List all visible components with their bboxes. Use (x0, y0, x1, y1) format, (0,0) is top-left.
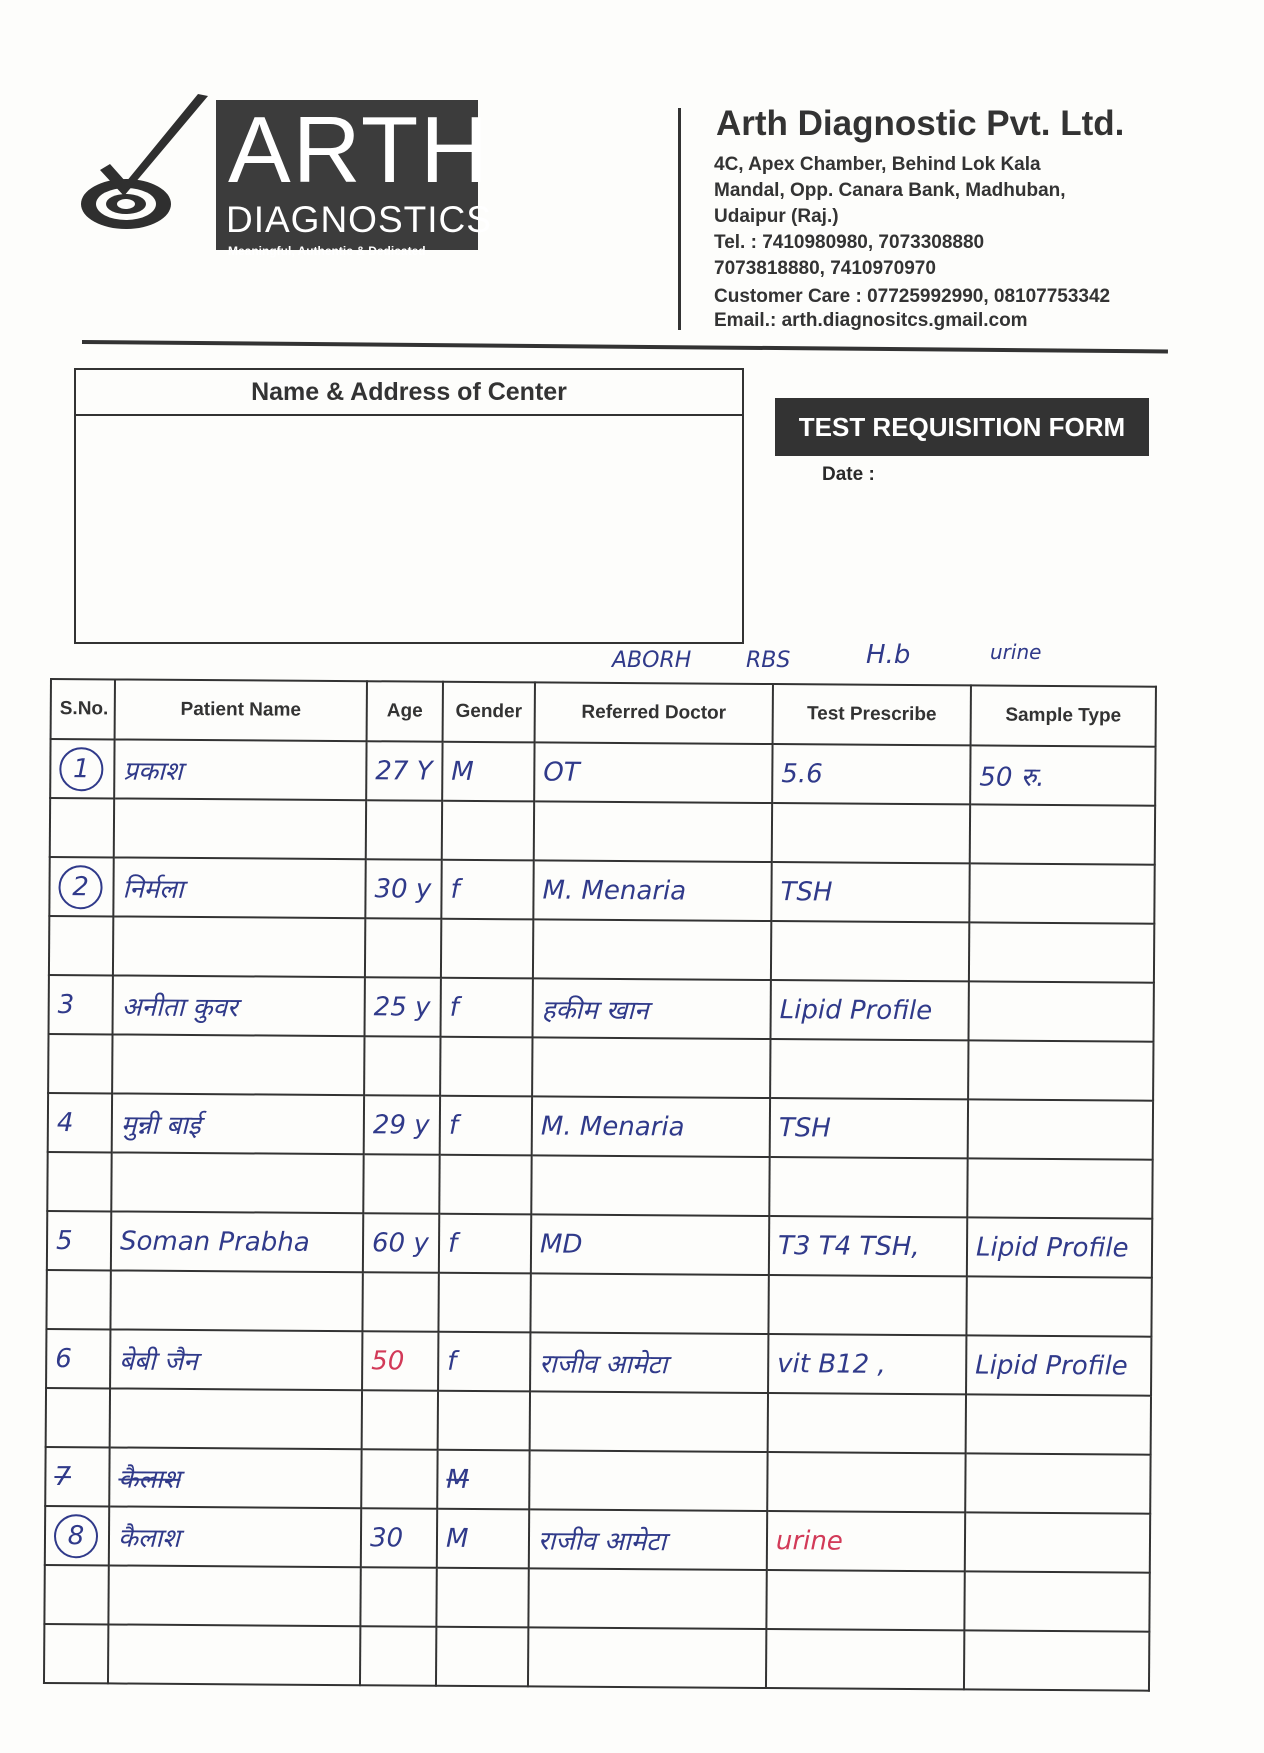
address-line: Udaipur (Raj.) (714, 206, 839, 227)
cell-referred-doctor[interactable] (533, 919, 771, 980)
cell-value: vit B12 , (777, 1348, 886, 1380)
serial-number: 1 (59, 747, 103, 791)
serial-number: 3 (57, 989, 75, 1020)
header-divider (678, 108, 681, 330)
cell-sno[interactable] (49, 975, 113, 1034)
header-referred-doctor: Referred Doctor (535, 682, 773, 744)
cell-value: f (448, 1110, 459, 1141)
table-row (44, 1565, 1149, 1632)
cell-test-prescribe[interactable] (771, 921, 969, 981)
cell-gender[interactable] (436, 1568, 528, 1628)
cell-age[interactable] (365, 918, 441, 978)
cell-referred-doctor[interactable] (530, 1332, 768, 1393)
cell-patient-name[interactable] (110, 1388, 362, 1449)
cell-sample-type[interactable] (964, 1571, 1149, 1631)
note-hb: H.b (866, 640, 911, 670)
cell-gender[interactable] (439, 1214, 531, 1274)
cell-value: बेबी जैन (119, 1346, 198, 1377)
cell-value: 25 y (373, 991, 431, 1023)
cell-sno[interactable] (48, 1034, 112, 1093)
cell-value: TSH (778, 1112, 831, 1143)
cell-sno[interactable] (44, 1624, 108, 1683)
cell-sample-type[interactable] (966, 1276, 1151, 1336)
cell-value: राजीव आमेटा (539, 1348, 668, 1380)
cell-referred-doctor[interactable] (533, 860, 771, 921)
cell-value: प्रकाश (123, 756, 183, 787)
cell-age[interactable] (362, 1331, 438, 1391)
requisition-table (43, 678, 1155, 1678)
cell-sample-type[interactable] (966, 1335, 1151, 1395)
cell-sample-type[interactable] (970, 804, 1155, 864)
cell-sno[interactable] (50, 798, 114, 857)
cell-value: 5.6 (781, 758, 823, 789)
cell-referred-doctor[interactable] (531, 1214, 769, 1275)
cell-patient-name[interactable] (110, 1270, 362, 1331)
cell-sample-type[interactable] (969, 922, 1154, 982)
address-line: Mandal, Opp. Canara Bank, Madhuban, (714, 180, 1066, 201)
cell-value: 29 y (372, 1109, 430, 1141)
cell-age[interactable] (365, 859, 441, 919)
cell-age[interactable] (364, 1036, 440, 1096)
cell-patient-name[interactable] (109, 1506, 361, 1567)
cell-gender[interactable] (441, 919, 533, 979)
serial-number: 5 (55, 1225, 73, 1256)
header-sno: S.No. (51, 679, 115, 739)
cell-value: TSH (780, 876, 833, 907)
header-rule (82, 340, 1168, 353)
form-title-badge: TEST REQUISITION FORM (775, 398, 1149, 456)
cell-patient-name[interactable] (111, 1211, 363, 1272)
header-age: Age (367, 681, 443, 742)
cell-gender[interactable] (438, 1332, 530, 1392)
table-row (50, 798, 1155, 865)
cell-value: M. Menaria (542, 874, 687, 906)
header-sample-type: Sample Type (971, 685, 1156, 746)
cell-sample-type[interactable] (968, 1099, 1153, 1159)
cell-age[interactable] (361, 1449, 437, 1509)
email-line: Email.: arth.diagnositcs.gmail.com (714, 310, 1028, 331)
cell-test-prescribe[interactable] (770, 1039, 968, 1099)
cell-value: f (447, 1346, 457, 1377)
cell-gender[interactable] (437, 1450, 529, 1510)
cell-gender[interactable] (441, 978, 533, 1038)
cell-sample-type[interactable] (967, 1158, 1152, 1218)
header-patient-name: Patient Name (115, 679, 367, 741)
table-row (49, 975, 1154, 1042)
cell-value: 27 Y (375, 755, 433, 787)
logo-brand: ARTH (228, 97, 491, 202)
cell-test-prescribe[interactable] (766, 1570, 964, 1630)
cell-referred-doctor[interactable] (534, 801, 772, 862)
cell-test-prescribe[interactable] (771, 862, 969, 922)
cell-gender[interactable] (441, 860, 533, 920)
cell-value: कैलाश (117, 1522, 181, 1554)
cell-referred-doctor[interactable] (532, 1037, 770, 1098)
cell-referred-doctor[interactable] (530, 1273, 768, 1334)
serial-number: 6 (55, 1343, 72, 1374)
cell-value: f (449, 992, 459, 1023)
note-aborh: ABORH (612, 648, 692, 673)
cell-gender[interactable] (440, 1037, 532, 1097)
cell-test-prescribe[interactable] (767, 1452, 965, 1512)
table-row (47, 1211, 1152, 1278)
cell-patient-name[interactable] (109, 1447, 361, 1508)
cell-age[interactable] (361, 1508, 437, 1568)
serial-number: 8 (54, 1514, 98, 1558)
cell-sample-type[interactable] (970, 745, 1155, 805)
cell-test-prescribe[interactable] (766, 1629, 964, 1689)
table-row (48, 1093, 1153, 1160)
cell-sample-type[interactable] (967, 1217, 1152, 1277)
cell-value: राजीव आमेटा (537, 1525, 667, 1557)
cell-referred-doctor[interactable] (534, 742, 772, 803)
cell-value: मुन्नी बाई (120, 1110, 201, 1141)
cell-sno[interactable] (47, 1211, 111, 1270)
logo-plate (216, 97, 492, 258)
customer-care-line: Customer Care : 07725992990, 08107753342 (714, 286, 1111, 307)
cell-value: 50 (371, 1345, 405, 1376)
cell-test-prescribe[interactable] (768, 1393, 966, 1453)
cell-sample-type[interactable] (968, 981, 1153, 1041)
company-name: Arth Diagnostic Pvt. Ltd. (716, 104, 1125, 143)
cell-value: 30 (369, 1522, 404, 1553)
cell-age[interactable] (364, 1095, 440, 1155)
arth-logo (80, 92, 520, 272)
cell-test-prescribe[interactable] (770, 980, 968, 1040)
cell-gender[interactable] (440, 1096, 532, 1156)
cell-age[interactable] (362, 1390, 438, 1450)
cell-sample-type[interactable] (965, 1512, 1150, 1572)
table-row (50, 739, 1155, 806)
cell-value: कैलाश (118, 1463, 181, 1495)
table-row (49, 857, 1154, 924)
table-row (45, 1447, 1150, 1514)
cell-test-prescribe[interactable] (772, 744, 970, 804)
logo-tagline: Meaningful, Authentic & Dedicated (228, 244, 426, 258)
cell-gender[interactable] (438, 1273, 530, 1333)
cell-sno[interactable] (48, 1093, 112, 1152)
cell-value: 30 y (374, 873, 432, 905)
cell-value: M (446, 1464, 469, 1495)
cell-sample-type[interactable] (968, 1040, 1153, 1100)
serial-number: 7 (54, 1461, 72, 1492)
table-row (44, 1624, 1149, 1691)
cell-sample-type[interactable] (965, 1453, 1150, 1513)
cell-sno[interactable] (49, 916, 113, 975)
cell-value: f (447, 1228, 458, 1259)
cell-patient-name[interactable] (111, 1152, 363, 1213)
cell-age[interactable] (366, 741, 442, 801)
serial-number: 4 (56, 1107, 74, 1138)
cell-patient-name[interactable] (113, 975, 365, 1036)
date-label: Date : (822, 464, 875, 485)
cell-gender[interactable] (438, 1391, 530, 1451)
cell-gender[interactable] (436, 1627, 528, 1687)
cell-referred-doctor[interactable] (528, 1568, 766, 1629)
cell-age[interactable] (363, 1213, 439, 1273)
table-row (49, 916, 1154, 983)
header-gender: Gender (443, 682, 535, 743)
cell-value: 60 y (371, 1227, 429, 1259)
cell-patient-name[interactable] (112, 1093, 364, 1154)
target-check-icon (80, 92, 220, 252)
table-header-row (51, 679, 1156, 747)
cell-referred-doctor[interactable] (531, 1155, 769, 1216)
cell-patient-name[interactable] (113, 916, 365, 977)
cell-sno[interactable] (50, 739, 114, 798)
cell-value: Lipid Profile (975, 1231, 1129, 1264)
cell-sno[interactable] (46, 1329, 110, 1388)
cell-age[interactable] (363, 1154, 439, 1214)
cell-test-prescribe[interactable] (769, 1216, 967, 1276)
cell-patient-name[interactable] (114, 798, 366, 859)
table-row (46, 1270, 1151, 1337)
cell-sno[interactable] (47, 1152, 111, 1211)
cell-patient-name[interactable] (113, 857, 365, 918)
cell-value: Lipid Profile (779, 994, 933, 1026)
cell-referred-doctor[interactable] (533, 978, 771, 1039)
cell-referred-doctor[interactable] (529, 1509, 767, 1570)
cell-value: 50 रु. (979, 761, 1045, 793)
cell-test-prescribe[interactable] (772, 803, 970, 863)
cell-referred-doctor[interactable] (532, 1096, 770, 1157)
cell-sample-type[interactable] (966, 1394, 1151, 1454)
cell-age[interactable] (365, 977, 441, 1037)
cell-referred-doctor[interactable] (529, 1450, 767, 1511)
cell-value: f (450, 874, 460, 905)
cell-referred-doctor[interactable] (530, 1391, 768, 1452)
table-row (48, 1034, 1153, 1101)
serial-number: 2 (58, 865, 102, 909)
cell-referred-doctor[interactable] (528, 1627, 766, 1688)
cell-value: urine (775, 1525, 843, 1557)
cell-value: M (451, 756, 474, 787)
cell-test-prescribe[interactable] (769, 1157, 967, 1217)
cell-gender[interactable] (437, 1509, 529, 1569)
cell-value: हकीम खान (541, 994, 649, 1026)
cell-test-prescribe[interactable] (768, 1334, 966, 1394)
cell-sno[interactable] (46, 1388, 110, 1447)
cell-sno[interactable] (44, 1565, 108, 1624)
cell-sample-type[interactable] (964, 1630, 1149, 1690)
phone-line: 7073818880, 7410970970 (714, 258, 936, 279)
cell-gender[interactable] (442, 801, 534, 861)
cell-age[interactable] (360, 1567, 436, 1627)
table-row (45, 1506, 1150, 1573)
cell-value: MD (539, 1228, 583, 1260)
cell-sno[interactable] (45, 1447, 109, 1506)
cell-age[interactable] (362, 1272, 438, 1332)
cell-value: Soman Prabha (119, 1226, 310, 1258)
table-row (46, 1329, 1151, 1396)
cell-value: M (445, 1523, 469, 1554)
cell-test-prescribe[interactable] (770, 1098, 968, 1158)
cell-age[interactable] (366, 800, 442, 860)
cell-gender[interactable] (439, 1155, 531, 1215)
table-row (46, 1388, 1151, 1455)
header-test-prescribe: Test Prescribe (773, 684, 971, 745)
cell-value: निर्मला (122, 874, 184, 905)
center-address-box[interactable] (74, 368, 744, 644)
phone-line: Tel. : 7410980980, 7073308880 (714, 232, 985, 253)
cell-test-prescribe[interactable] (767, 1511, 965, 1571)
cell-test-prescribe[interactable] (768, 1275, 966, 1335)
cell-age[interactable] (360, 1626, 436, 1686)
cell-patient-name[interactable] (108, 1565, 360, 1626)
cell-sno[interactable] (46, 1270, 110, 1329)
cell-sno[interactable] (45, 1506, 109, 1565)
cell-value: M. Menaria (540, 1110, 685, 1142)
cell-sample-type[interactable] (969, 863, 1154, 923)
cell-value: T3 T4 TSH, (777, 1230, 920, 1262)
cell-patient-name[interactable] (114, 739, 366, 800)
cell-gender[interactable] (442, 742, 534, 802)
cell-patient-name[interactable] (108, 1624, 360, 1685)
cell-value: अनीता कुवर (121, 992, 238, 1023)
cell-patient-name[interactable] (112, 1034, 364, 1095)
table-row (47, 1152, 1152, 1219)
cell-value: Lipid Profile (975, 1349, 1128, 1382)
address-line: 4C, Apex Chamber, Behind Lok Kala (714, 154, 1041, 175)
cell-patient-name[interactable] (110, 1329, 362, 1390)
logo-subtitle: DIAGNOSTICS (226, 199, 492, 240)
cell-sno[interactable] (49, 857, 113, 916)
note-rbs: RBS (746, 648, 791, 673)
center-box-title: Name & Address of Center (76, 370, 742, 416)
cell-value: OT (543, 756, 580, 788)
note-urine: urine (990, 640, 1042, 664)
